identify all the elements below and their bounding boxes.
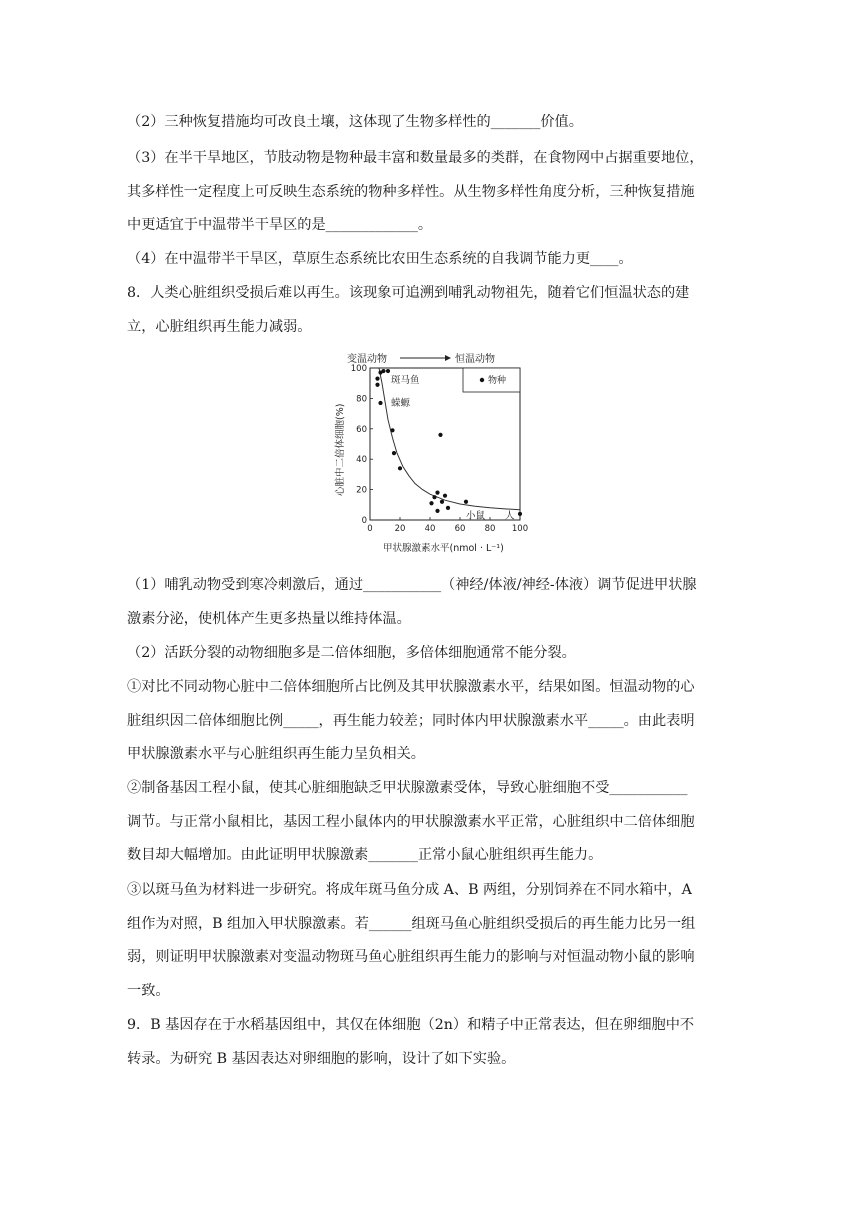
q9-stem-line2: 转录。为研究 B 基因表达对卵细胞的影响，设计了如下实验。: [127, 1051, 516, 1067]
x-tick-label: 40: [424, 524, 436, 534]
y-tick-label: 100: [350, 364, 367, 374]
data-point: [375, 377, 379, 381]
q7-part4: （4）在中温带半干旱区，草原生态系统比农田生态系统的自我调节能力更____。: [127, 251, 633, 267]
data-point: [398, 466, 402, 470]
data-point: [446, 506, 450, 510]
q8-part2-2-line2: 调节。与正常小鼠相比，基因工程小鼠体内的甲状腺激素水平正常，心脏组织中二倍体细胞: [127, 814, 695, 830]
top-label-left: 变温动物: [347, 354, 387, 365]
data-point: [438, 433, 442, 437]
y-tick-label: 60: [356, 424, 367, 435]
x-tick-label: 0: [367, 524, 373, 534]
x-axis-label: 甲状腺激素水平(nmol · L⁻¹): [383, 543, 504, 554]
data-point: [435, 491, 439, 495]
data-point: [386, 369, 390, 373]
q7-part3-line1: （3）在半干旱地区，节肢动物是物种最丰富和数量最多的类群，在食物网中占据重要地位，: [127, 150, 704, 166]
data-point: [518, 512, 522, 516]
q8-part2-1-line3: 甲状腺激素水平与心脏组织再生能力呈负相关。: [127, 746, 425, 762]
q8-part2-3-line1: ③以斑马鱼为材料进一步研究。将成年斑马鱼分成 A、B 两组，分别饲养在不同水箱中，A: [127, 882, 692, 898]
q8-part2-1-line1: ①对比不同动物心脏中二倍体细胞所占比例及其甲状腺激素水平，结果如图。恒温动物的心: [127, 679, 695, 695]
species-label: 蝾螈: [391, 397, 411, 409]
q8-stem-line2: 立，心脏组织再生能力减弱。: [127, 319, 312, 335]
top-label-right: 恒温动物: [455, 354, 495, 365]
q8-part2-intro: （2）活跃分裂的动物细胞多是二倍体细胞，多倍体细胞通常不能分裂。: [127, 645, 576, 661]
data-point: [443, 494, 447, 498]
thyroid-diploid-scatter-chart: [325, 346, 535, 561]
x-tick-label: 80: [484, 524, 496, 534]
data-point: [435, 509, 439, 513]
species-label: 小鼠: [466, 510, 486, 522]
y-tick-label: 20: [356, 485, 367, 496]
x-tick-label: 60: [454, 524, 466, 534]
y-tick-label: 80: [356, 394, 367, 405]
q9-stem-line1: 9．B 基因存在于水稻基因组中，其仅在体细胞（2n）和精子中正常表达，但在卵细胞中不: [127, 1017, 695, 1033]
data-point: [432, 495, 436, 499]
x-tick-label: 100: [511, 524, 529, 534]
species-annotations: [391, 374, 515, 521]
data-point: [390, 428, 394, 432]
data-point: [464, 500, 468, 504]
q7-part2: （2）三种恢复措施均可改良土壤，这体现了生物多样性的_______价值。: [127, 114, 583, 130]
data-point: [381, 369, 385, 373]
y-axis-label: 心脏中二倍体细胞(%): [335, 403, 346, 496]
data-point: [392, 451, 396, 455]
q8-part2-3-line2: 组作为对照，B 组加入甲状腺激素。若______组斑马鱼心脏组织受损后的再生能力比另一组: [127, 916, 696, 932]
legend-label: 物种: [488, 376, 507, 386]
y-tick-label: 40: [356, 455, 367, 466]
x-tick-label: 20: [394, 524, 406, 534]
data-point: [378, 401, 382, 405]
q8-part2-2-line3: 数目却大幅增加。由此证明甲状腺激素_______正常小鼠心脏组织再生能力。: [127, 847, 603, 863]
top-arrow-head: [445, 355, 451, 361]
data-point: [429, 501, 433, 505]
q8-part2-3-line3: 弱，则证明甲状腺激素对变温动物斑马鱼心脏组织再生能力的影响与对恒温动物小鼠的影响: [127, 949, 695, 965]
species-label: 斑马鱼: [391, 375, 420, 387]
q8-part1-line1: （1）哺乳动物受到寒冷刺激后，通过___________（神经/体液/神经-体液）调节促进甲状腺: [127, 577, 697, 593]
data-point: [440, 500, 444, 504]
q7-part3-line3: 中更适宜于中温带半干旱区的是_____________。: [127, 217, 433, 233]
q8-part1-line2: 激素分泌，使机体产生更多热量以维持体温。: [127, 611, 411, 627]
q8-part2-3-line4: 一致。: [127, 983, 170, 999]
q8-stem-line1: 8．人类心脏组织受损后难以再生。该现象可追溯到哺乳动物祖先，随着它们恒温状态的建: [127, 285, 690, 301]
q8-part2-1-line2: 脏组织因二倍体细胞比例_____，再生能力较差；同时体内甲状腺激素水平_____。由此表明: [127, 713, 695, 729]
species-label: 人: [505, 510, 515, 522]
data-point: [375, 383, 379, 387]
legend-marker: [480, 378, 484, 382]
q8-part2-2-line1: ②制备基因工程小鼠，使其心脏细胞缺乏甲状腺激素受体，导致心脏细胞不受___________: [127, 780, 688, 796]
y-tick-label: 0: [361, 516, 367, 526]
q7-part3-line2: 其多样性一定程度上可反映生态系统的物种多样性。从生物多样性角度分析，三种恢复措施: [127, 184, 695, 200]
